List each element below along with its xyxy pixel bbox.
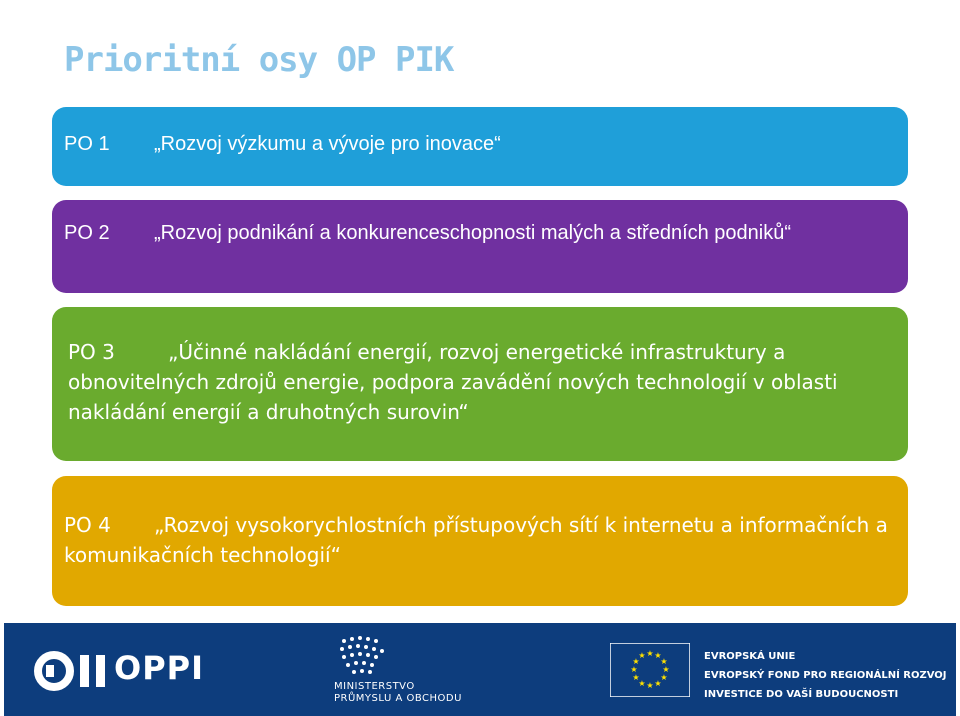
priority-axis-po1 xyxy=(52,107,908,186)
eu-flag-icon xyxy=(610,643,690,697)
svg-text:★: ★ xyxy=(654,651,662,660)
svg-text:★: ★ xyxy=(646,681,654,690)
axis-text: „Rozvoj výzkumu a vývoje pro inovace“ xyxy=(154,133,501,155)
svg-text:★: ★ xyxy=(660,673,668,682)
axis-text: „Účinné nakládání energií, rozvoj energetické infrastruktury a obnovitelných zdrojů energie, podpora zavádění nových technologií v oblasti nakládání energií a druhotných surovin“ xyxy=(68,340,838,424)
axis-text: „Rozvoj podnikání a konkurenceschopnosti malých a středních podniků“ xyxy=(154,222,792,244)
ministry-logo-icon xyxy=(334,633,390,679)
svg-text:★: ★ xyxy=(646,649,654,658)
svg-text:★: ★ xyxy=(660,657,668,666)
svg-text:★: ★ xyxy=(630,665,638,674)
svg-text:★: ★ xyxy=(632,673,640,682)
axis-code: PO 3 xyxy=(68,340,115,364)
oppi-logo-text: OPPI xyxy=(114,649,205,687)
priority-axis-po4 xyxy=(52,476,908,606)
svg-text:★: ★ xyxy=(662,665,670,674)
svg-text:★: ★ xyxy=(632,657,640,666)
priority-axis-po3 xyxy=(52,307,908,461)
ministry-logo-text: MINISTERSTVO PRŮMYSLU A OBCHODU xyxy=(334,681,462,704)
eu-logo-text: EVROPSKÁ UNIE EVROPSKÝ FOND PRO REGIONÁLNÍ ROZVOJ INVESTICE DO VAŠÍ BUDOUCNOSTI xyxy=(704,651,947,700)
page-title: Prioritní osy OP PIK xyxy=(64,40,454,80)
svg-text:★: ★ xyxy=(654,679,662,688)
axis-code: PO 1 xyxy=(64,133,110,155)
axis-text: „Rozvoj vysokorychlostních přístupových sítí k internetu a informačních a komunikačních technologií“ xyxy=(64,513,888,567)
axis-code: PO 4 xyxy=(64,513,111,537)
svg-text:★: ★ xyxy=(638,679,646,688)
priority-axis-po2 xyxy=(52,200,908,293)
footer-logo-bar xyxy=(4,623,956,716)
axis-code: PO 2 xyxy=(64,222,110,244)
svg-text:★: ★ xyxy=(638,651,646,660)
